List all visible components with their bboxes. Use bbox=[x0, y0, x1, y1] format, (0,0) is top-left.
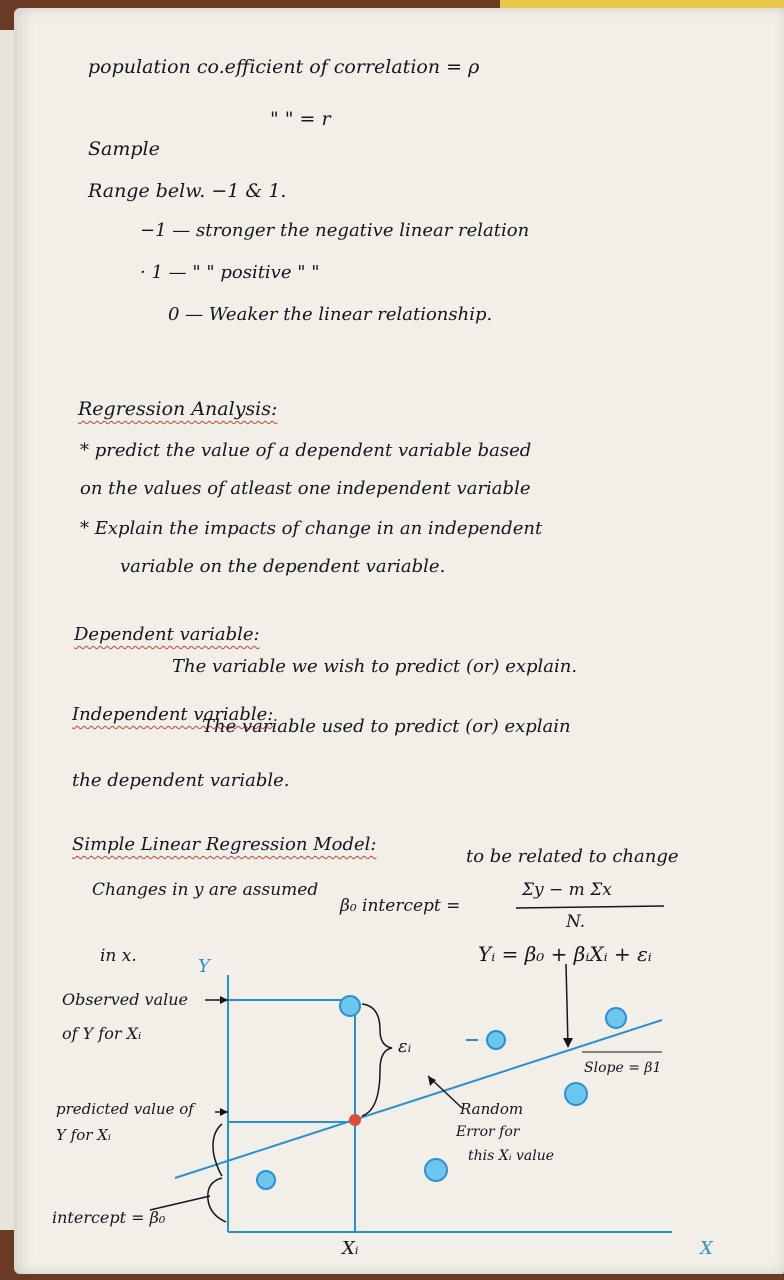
predicted-arrow-head bbox=[220, 1108, 228, 1116]
random-error-label-2: Error for bbox=[456, 1124, 520, 1140]
random-error-arrow-head bbox=[428, 1076, 436, 1086]
slr-text-right: to be related to change bbox=[466, 846, 679, 867]
regression-analysis-heading: Regression Analysis: bbox=[78, 398, 278, 420]
regression-bullet-1a: * predict the value of a dependent variable based bbox=[80, 440, 532, 461]
observed-value-label-2: of Y for Xᵢ bbox=[62, 1024, 142, 1043]
range-zero: 0 — Weaker the linear relationship. bbox=[168, 304, 493, 325]
equation-arrow-head bbox=[563, 1038, 573, 1048]
dependent-variable-heading: Dependent variable: bbox=[74, 624, 260, 645]
data-point-observed bbox=[340, 996, 360, 1016]
y-axis-label: Y bbox=[198, 956, 210, 977]
correlation-population-line: population co.efficient of correlation = ρ bbox=[88, 56, 480, 78]
regression-equation: Yᵢ = β₀ + βᵢXᵢ + εᵢ bbox=[478, 942, 652, 966]
regression-line bbox=[175, 1020, 662, 1178]
regression-bullet-2a: * Explain the impacts of change in an independent bbox=[80, 518, 543, 539]
data-point bbox=[565, 1083, 587, 1105]
xi-axis-label: Xᵢ bbox=[342, 1238, 359, 1259]
fraction-bar bbox=[516, 906, 664, 908]
slr-intercept-denominator: N. bbox=[566, 912, 586, 932]
random-error-label-1: Random bbox=[460, 1100, 524, 1118]
x-axis-label: X bbox=[700, 1238, 713, 1259]
random-error-label-3: this Xᵢ value bbox=[468, 1148, 555, 1164]
independent-variable-text-2: the dependent variable. bbox=[72, 770, 290, 791]
predicted-value-label-2: Y for Xᵢ bbox=[56, 1126, 111, 1144]
range-positive-one: · 1 — " " positive " " bbox=[140, 262, 320, 283]
range-negative-one: −1 — stronger the negative linear relation bbox=[140, 220, 530, 241]
correlation-sample-label: Sample bbox=[88, 138, 160, 160]
dependent-variable-text: The variable we wish to predict (or) explain. bbox=[172, 656, 578, 677]
slr-text-in-x: in x. bbox=[100, 946, 137, 966]
data-point bbox=[606, 1008, 626, 1028]
predicted-value-label-1: predicted value of bbox=[56, 1100, 194, 1118]
regression-bullet-1b: on the values of atleast one independent variable bbox=[80, 478, 531, 499]
slr-intercept-numerator: Σy − m Σx bbox=[522, 880, 612, 900]
simple-linear-regression-heading: Simple Linear Regression Model: bbox=[72, 834, 377, 855]
intercept-label: intercept = β₀ bbox=[52, 1208, 166, 1227]
epsilon-brace bbox=[362, 1004, 392, 1116]
correlation-sample-rest: " " = r bbox=[270, 108, 331, 130]
epsilon-label: εᵢ bbox=[398, 1036, 412, 1057]
independent-variable-text-1: The variable used to predict (or) explain bbox=[202, 716, 571, 737]
regression-bullet-2b: variable on the dependent variable. bbox=[120, 556, 446, 577]
predicted-brace bbox=[213, 1124, 222, 1176]
slope-label: Slope = β1 bbox=[584, 1060, 662, 1076]
intercept-brace bbox=[208, 1178, 226, 1222]
data-point bbox=[425, 1159, 447, 1181]
independent-variable-heading: Independent variable: bbox=[72, 704, 274, 725]
observed-arrow-head bbox=[220, 996, 228, 1004]
data-point bbox=[487, 1031, 505, 1049]
slr-intercept-label: β₀ intercept = bbox=[340, 896, 461, 916]
range-line: Range belw. −1 & 1. bbox=[88, 180, 287, 202]
predicted-point bbox=[349, 1114, 361, 1126]
data-point bbox=[257, 1171, 275, 1189]
equation-arrow bbox=[566, 964, 568, 1046]
observed-value-label-1: Observed value bbox=[62, 990, 188, 1009]
slr-text-changes: Changes in y are assumed bbox=[92, 880, 319, 900]
